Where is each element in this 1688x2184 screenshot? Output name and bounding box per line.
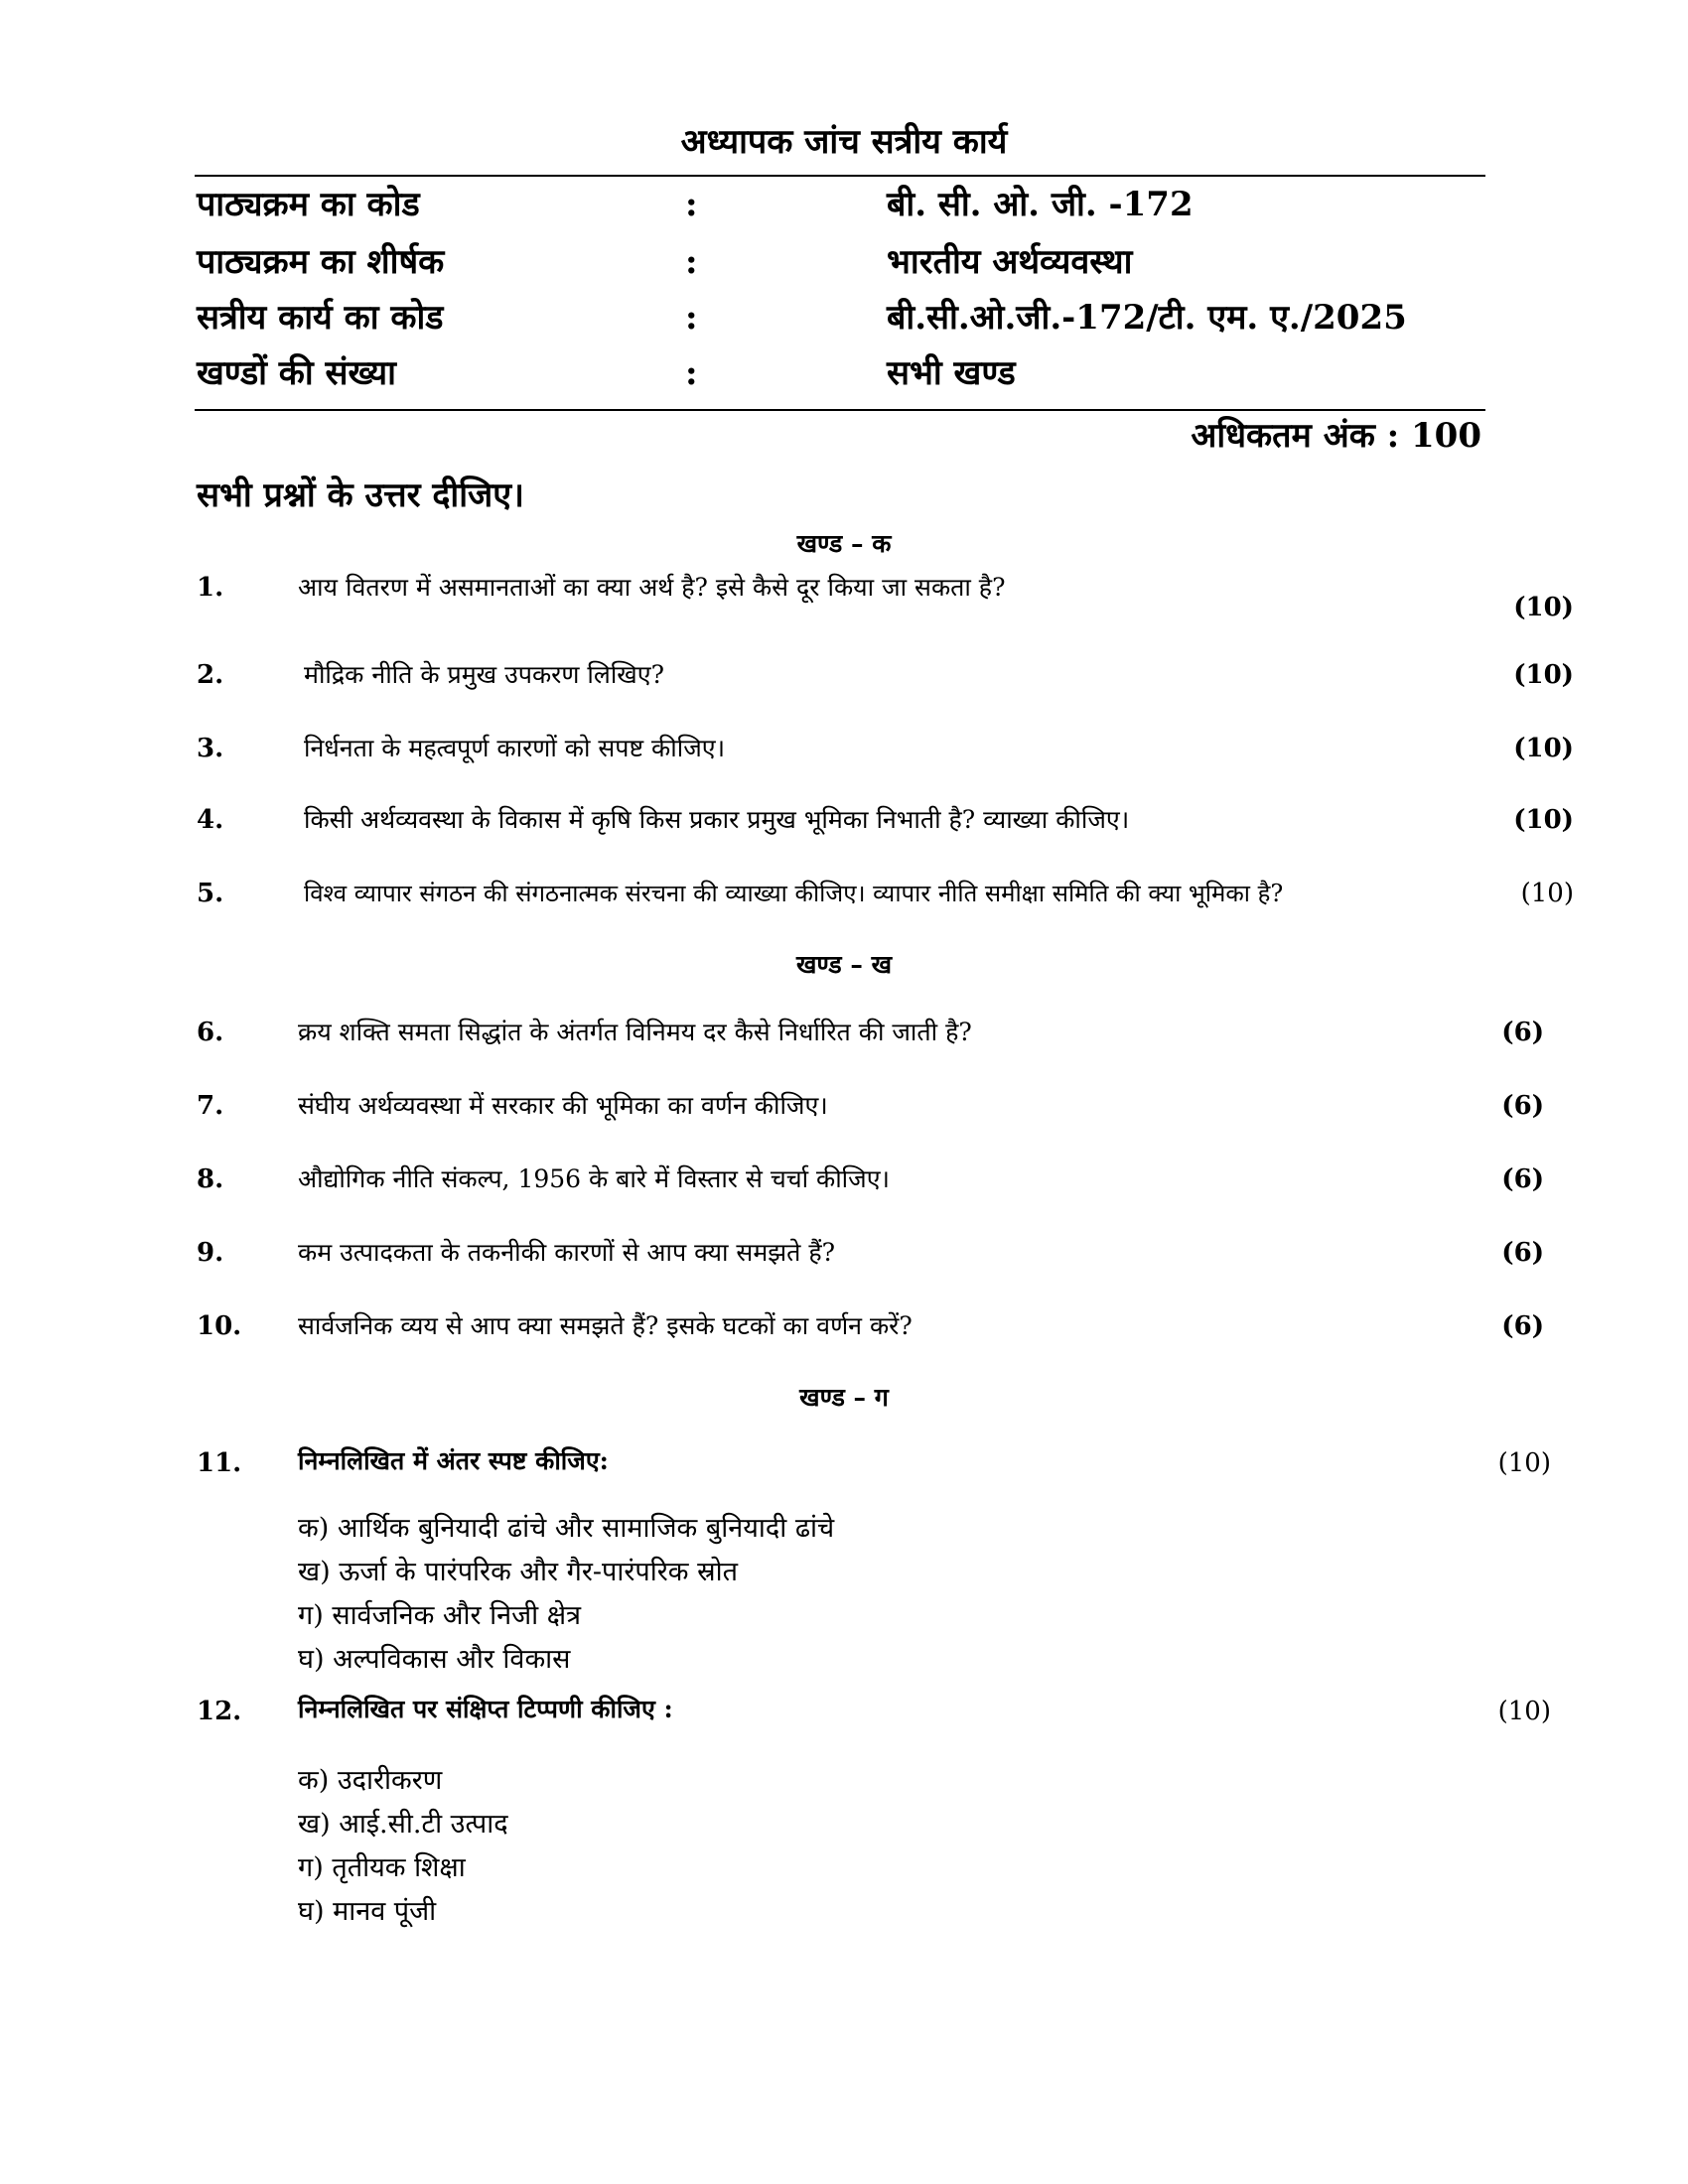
instruction-text: सभी प्रश्नों के उत्तर दीजिए। — [197, 476, 524, 515]
question-number: 5. — [197, 879, 224, 908]
question-number: 12. — [197, 1697, 242, 1726]
section-b-heading: खण्ड – ख — [795, 950, 893, 979]
course-code-value: बी. सी. ओ. जी. -172 — [887, 185, 1194, 224]
question-marks: (6) — [1501, 1164, 1544, 1194]
question-12-parts — [298, 1759, 508, 1934]
question-text: विश्व व्यापार संगठन की संगठनात्मक संरचना की व्याख्या कीजिए। व्यापार नीति समीक्षा समिति की क्या भूमिका है? — [304, 880, 1284, 907]
question-number: 11. — [197, 1448, 242, 1478]
list-item: घ) मानव पूंजी — [298, 1896, 437, 1927]
list-item: ग) सार्वजनिक और निजी क्षेत्र — [298, 1600, 582, 1631]
question-number: 3. — [197, 734, 224, 763]
question-text: सार्वजनिक व्यय से आप क्या समझते हैं? इसके घटकों का वर्णन करें? — [298, 1311, 913, 1340]
course-title-label: पाठ्यक्रम का शीर्षक — [197, 242, 445, 282]
question-text: निम्नलिखित पर संक्षिप्त टिप्पणी कीजिए : — [298, 1695, 673, 1723]
list-item: ख) आई.सी.टी उत्पाद — [298, 1809, 508, 1840]
header-top-rule — [195, 175, 1485, 177]
question-marks: (10) — [1513, 593, 1574, 622]
question-marks: (10) — [1513, 734, 1574, 763]
assignment-code-label: सत्रीय कार्य का कोड — [197, 298, 444, 338]
question-marks: (10) — [1513, 660, 1574, 690]
list-item: क) आर्थिक बुनियादी ढांचे और सामाजिक बुनियादी ढांचे — [298, 1513, 835, 1544]
assignment-code-colon: : — [685, 298, 698, 338]
max-marks: अधिकतम अंक : 100 — [1191, 416, 1481, 456]
assignment-code-value: बी.सी.ओ.जी.-172/टी. एम. ए./2025 — [887, 298, 1407, 338]
question-number: 10. — [197, 1311, 242, 1341]
document-title: अध्यापक जांच सत्रीय कार्य — [680, 122, 1008, 162]
question-text: मौद्रिक नीति के प्रमुख उपकरण लिखिए? — [304, 660, 664, 689]
blocks-count-label: खण्डों की संख्या — [197, 353, 396, 393]
question-number: 6. — [197, 1018, 224, 1047]
question-number: 9. — [197, 1238, 224, 1268]
list-item: क) उदारीकरण — [298, 1765, 443, 1796]
question-number: 4. — [197, 805, 224, 835]
section-a-heading: खण्ड – क — [796, 529, 892, 558]
question-marks: (6) — [1501, 1018, 1544, 1047]
list-item: घ) अल्पविकास और विकास — [298, 1644, 571, 1675]
question-marks: (10) — [1497, 1448, 1551, 1478]
course-title-value: भारतीय अर्थव्यवस्था — [887, 242, 1133, 282]
blocks-count-colon: : — [685, 353, 698, 393]
question-marks: (6) — [1501, 1091, 1544, 1121]
blocks-count-value: सभी खण्ड — [887, 353, 1016, 393]
question-number: 8. — [197, 1164, 224, 1194]
list-item: ग) तृतीयक शिक्षा — [298, 1852, 466, 1883]
course-title-colon: : — [685, 242, 698, 282]
question-number: 2. — [197, 660, 224, 690]
question-marks: (6) — [1501, 1238, 1544, 1268]
question-text: औद्योगिक नीति संकल्प, 1956 के बारे में विस्तार से चर्चा कीजिए। — [298, 1164, 890, 1193]
question-marks: (10) — [1520, 879, 1574, 908]
question-text: किसी अर्थव्यवस्था के विकास में कृषि किस प्रकार प्रमुख भूमिका निभाती है? व्याख्या कीजिए। — [304, 805, 1130, 834]
course-code-colon: : — [685, 185, 698, 224]
question-marks: (10) — [1497, 1697, 1551, 1726]
question-text: संघीय अर्थव्यवस्था में सरकार की भूमिका का वर्णन कीजिए। — [298, 1091, 828, 1120]
question-text: आय वितरण में असमानताओं का क्या अर्थ है? इसे कैसे दूर किया जा सकता है? — [298, 573, 1006, 602]
question-text: कम उत्पादकता के तकनीकी कारणों से आप क्या समझते हैं? — [298, 1238, 836, 1267]
question-marks: (10) — [1513, 805, 1574, 835]
question-11-parts — [298, 1507, 834, 1682]
question-number: 1. — [197, 573, 224, 603]
list-item: ख) ऊर्जा के पारंपरिक और गैर-पारंपरिक स्रोत — [298, 1557, 738, 1587]
section-c-heading: खण्ड – ग — [799, 1383, 889, 1412]
question-number: 7. — [197, 1091, 224, 1121]
question-marks: (6) — [1501, 1311, 1544, 1341]
question-text: क्रय शक्ति समता सिद्धांत के अंतर्गत विनिमय दर कैसे निर्धारित की जाती है? — [298, 1018, 972, 1046]
course-code-label: पाठ्यक्रम का कोड — [197, 185, 420, 224]
question-text: निर्धनता के महत्वपूर्ण कारणों को सपष्ट कीजिए। — [304, 734, 726, 762]
question-text: निम्नलिखित में अंतर स्पष्ट कीजिए: — [298, 1446, 609, 1475]
